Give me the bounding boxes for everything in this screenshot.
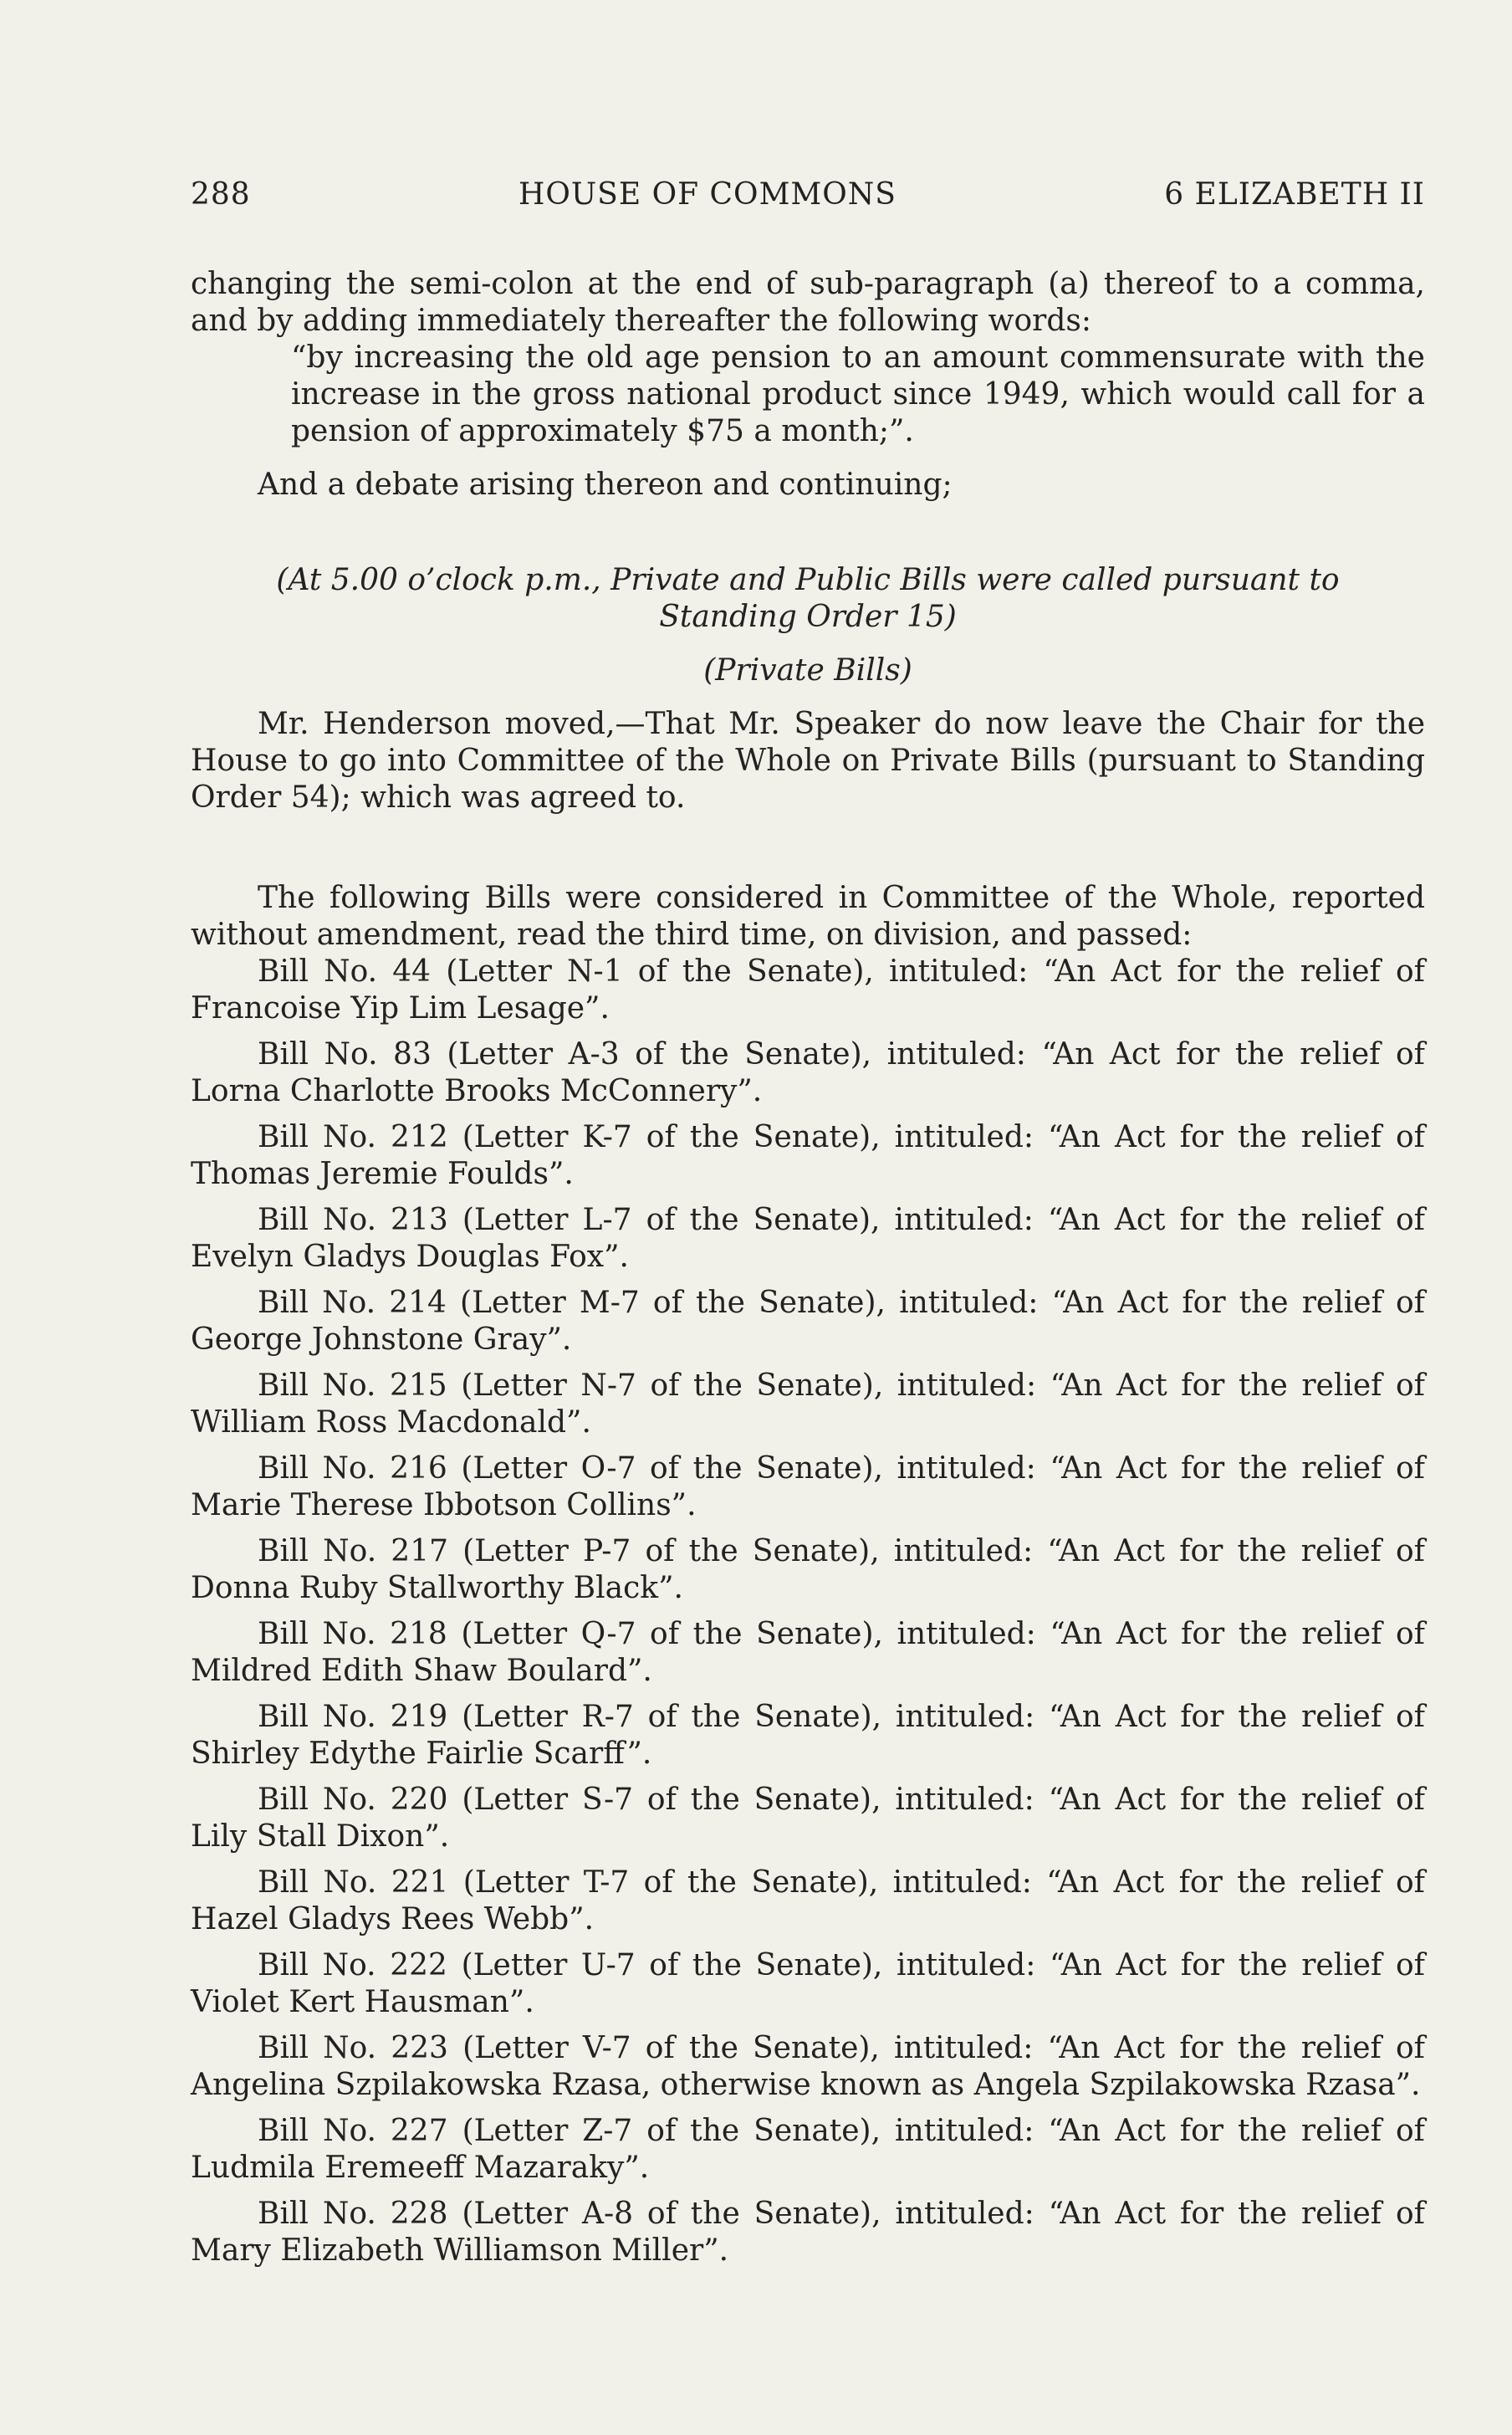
bill-entry: Bill No. 44 (Letter N-1 of the Senate), intituled: “An Act for the relief of Francoise Yip Lim Lesage”. [191, 954, 1425, 1026]
page-header [191, 177, 1425, 212]
running-title: HOUSE OF COMMONS [518, 177, 896, 212]
page-body [191, 266, 1425, 2279]
bill-entry: Bill No. 212 (Letter K-7 of the Senate), intituled: “An Act for the relief of Thomas Jeremie Foulds”. [191, 1120, 1425, 1191]
bill-entry: Bill No. 221 (Letter T-7 of the Senate), intituled: “An Act for the relief of Hazel Gladys Rees Webb”. [191, 1865, 1425, 1936]
amendment-intro: changing the semi-colon at the end of sub-paragraph (a) thereof to a comma, and by adding immediately thereafter the following words: [191, 267, 1425, 338]
bill-entry: Bill No. 228 (Letter A-8 of the Senate), intituled: “An Act for the relief of Mary Elizabeth Williamson Miller”. [191, 2197, 1425, 2268]
debate-paragraph: And a debate arising thereon and continuing; [258, 468, 953, 502]
bill-entry: Bill No. 222 (Letter U-7 of the Senate), intituled: “An Act for the relief of Violet Kert Hausman”. [191, 1948, 1425, 2019]
bill-entry: Bill No. 217 (Letter P-7 of the Senate), intituled: “An Act for the relief of Donna Ruby Stallworthy Black”. [191, 1534, 1425, 1605]
notice-line-2: Standing Order 15) [659, 600, 957, 634]
session-label: 6 ELIZABETH II [1164, 177, 1425, 212]
bill-entry: Bill No. 216 (Letter O-7 of the Senate), intituled: “An Act for the relief of Marie Therese Ibbotson Collins”. [191, 1451, 1425, 1522]
amendment-quote: “by increasing the old age pension to an amount commensurate with the increase in the gross national product since 1949, which would call for a pension of approximately $75 a month;”. [291, 340, 1425, 448]
bill-entry: Bill No. 220 (Letter S-7 of the Senate), intituled: “An Act for the relief of Lily Stall Dixon”. [191, 1783, 1425, 1854]
bill-entry: Bill No. 83 (Letter A-3 of the Senate), intituled: “An Act for the relief of Lorna Charlotte Brooks McConnery”. [191, 1037, 1425, 1108]
bill-entry: Bill No. 215 (Letter N-7 of the Senate), intituled: “An Act for the relief of William Ross Macdonald”. [191, 1368, 1425, 1440]
bill-entry: Bill No. 219 (Letter R-7 of the Senate), intituled: “An Act for the relief of Shirley Edythe Fairlie Scarff”. [191, 1700, 1425, 1771]
bills-intro: The following Bills were considered in Committee of the Whole, reported without amendment, read the third time, on division, and passed: [191, 881, 1425, 952]
page-number: 288 [191, 177, 251, 212]
notice-line-1: (At 5.00 o’clock p.m., Private and Public Bills were called pursuant to [276, 563, 1340, 597]
private-bills-subheading: (Private Bills) [703, 653, 912, 688]
bill-entry: Bill No. 223 (Letter V-7 of the Senate), intituled: “An Act for the relief of Angelina Szpilakowska Rzasa, otherwise known as Angela Szpilakowska Rzasa”. [191, 2031, 1425, 2102]
bill-entry: Bill No. 213 (Letter L-7 of the Senate), intituled: “An Act for the relief of Evelyn Gladys Douglas Fox”. [191, 1203, 1425, 1274]
motion-paragraph: Mr. Henderson moved,—That Mr. Speaker do now leave the Chair for the House to go into Committee of the Whole on Private Bills (pursuant to Standing Order 54); which was agreed to. [191, 707, 1425, 815]
bill-entry: Bill No. 214 (Letter M-7 of the Senate), intituled: “An Act for the relief of George Johnstone Gray”. [191, 1286, 1425, 1357]
bill-list [191, 954, 1425, 2269]
bill-entry: Bill No. 218 (Letter Q-7 of the Senate), intituled: “An Act for the relief of Mildred Edith Shaw Boulard”. [191, 1617, 1425, 1688]
bill-entry: Bill No. 227 (Letter Z-7 of the Senate), intituled: “An Act for the relief of Ludmila Eremeeff Mazaraky”. [191, 2114, 1425, 2185]
